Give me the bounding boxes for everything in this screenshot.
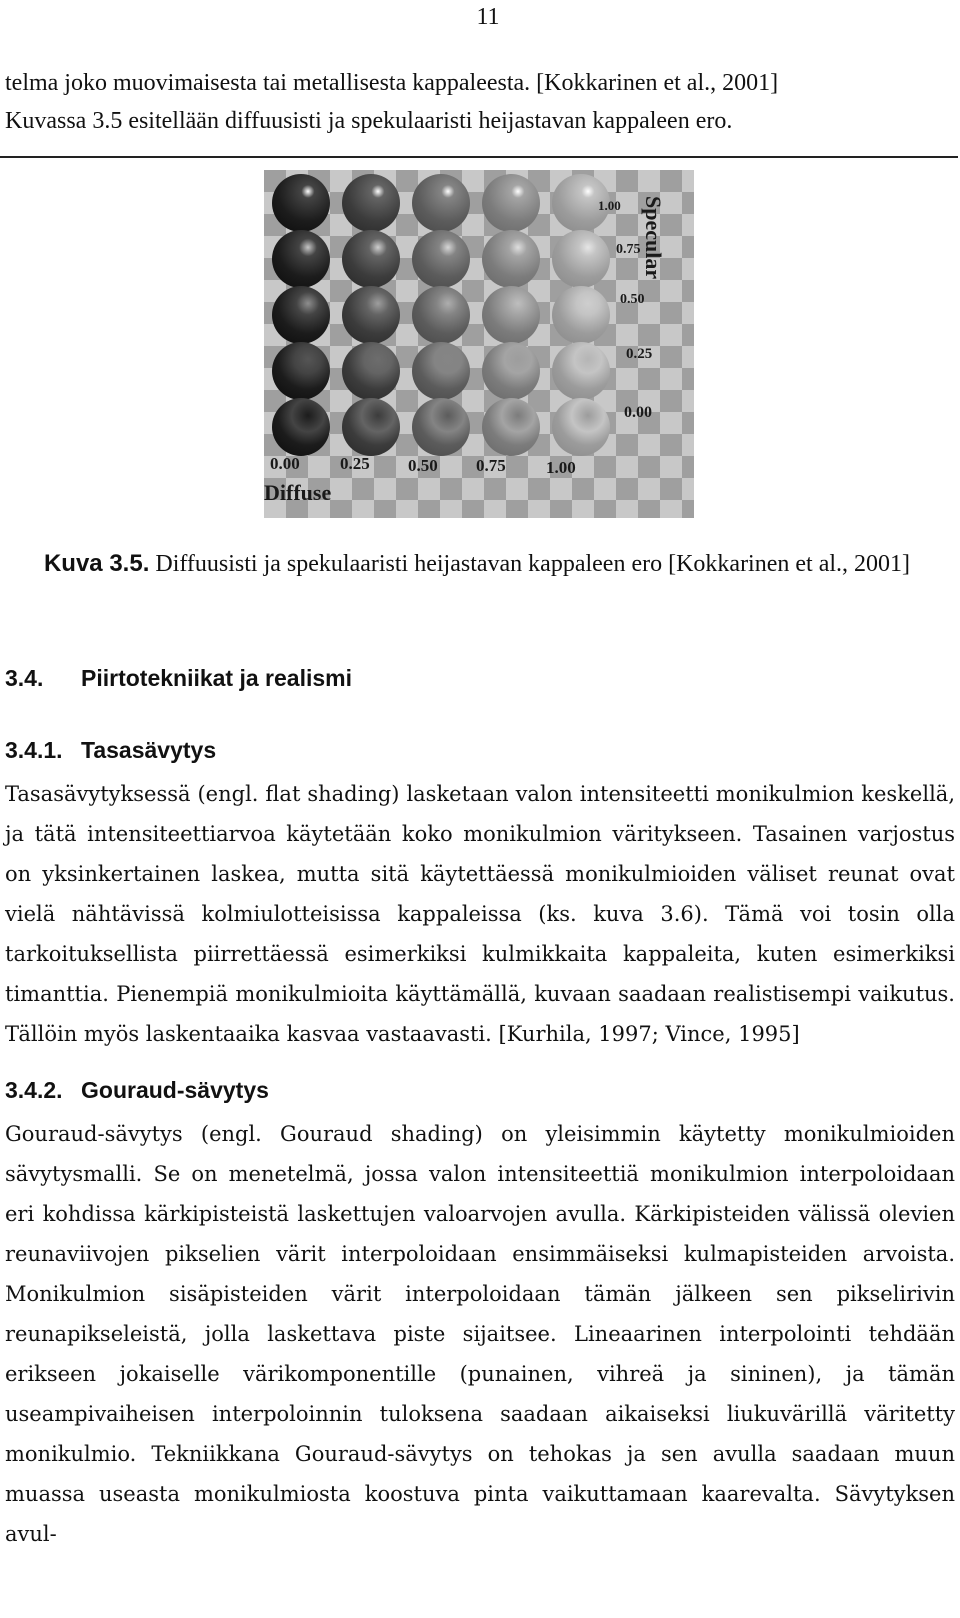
shaded-sphere (412, 398, 470, 456)
shaded-sphere (272, 286, 330, 344)
shaded-sphere (272, 230, 330, 288)
shaded-sphere (482, 342, 540, 400)
subsection-title: Gouraud-sävytys (81, 1077, 269, 1103)
diffuse-tick: 0.00 (270, 454, 300, 473)
diffuse-tick: 0.75 (476, 456, 506, 475)
shaded-sphere (552, 342, 610, 400)
diffuse-axis-title: Diffuse (264, 480, 332, 505)
diffuse-tick: 0.25 (340, 454, 370, 473)
shaded-sphere (412, 342, 470, 400)
specular-tick: 1.00 (598, 198, 621, 213)
body-paragraph: Gouraud-sävytys (engl. Gouraud shading) on yleisimmin käytetty monikulmioiden sävytysmalli. Se on menetelmä, jossa valon intensiteettiä monikulmion interpoloidaan eri kohdissa kärkipisteistä laskettujen valoarvojen avulla. Kärkipisteiden välissä olevien reunaviivojen pikselien värit interpoloidaan ensimmäiseksi kulmapisteiden arvoista. Monikulmion sisäpisteiden värit interpoloidaan tämän jälkeen sen pikselirivin reunapikseleistä, jolla laskettava piste sijaitsee. Lineaarinen interpolointi tehdään erikseen jokaiselle värikomponentille (punainen, vihreä ja sininen), ja tämän useampivaiheisen interpoloinnin tuloksena saadaan aikaiseksi liukuvärillä väritetty monikulmio. Tekniikkana Gouraud-sävytys on tehokas ja sen avulla saadaan muun muassa useasta monikulmiosta koostuva pinta vaikuttamaan kaarevalta. Sävytyksen avul- (5, 1122, 955, 1546)
shaded-sphere (482, 230, 540, 288)
shaded-sphere (412, 174, 470, 232)
body-paragraph: Tasasävytyksessä (engl. flat shading) lasketaan valon intensiteetti monikulmion keskellä, ja tätä intensiteettiarvoa käytetään koko monikulmion väritykseen. Tasainen varjostus on yksinkertainen laskea, mutta sitä käytettäessä monikulmioiden väliset reunat ovat vielä nähtävissä kolmiulotteisissa kappaleissa (ks. kuva 3.6). Tämä voi tosin olla tarkoituksellista piirrettäessä esimerkiksi kulmikkaita kappaleita, kuten esimerkiksi timanttia. Pienempiä monikulmioita käyttämällä, kuvaan saadaan realistisempi vaikutus. Tällöin myös laskentaaika kasvaa vastaavasti. [Kurhila, 1997; Vince, 1995] (5, 782, 955, 1046)
section-heading (5, 662, 955, 694)
specular-tick: 0.50 (620, 292, 645, 307)
subsection-heading (5, 1074, 955, 1106)
subsection-number: 3.4.1. (5, 737, 63, 763)
subsection-number: 3.4.2. (5, 1077, 63, 1103)
shaded-sphere (342, 342, 400, 400)
shaded-sphere (272, 342, 330, 400)
section-number: 3.4. (5, 665, 44, 691)
shaded-sphere (342, 174, 400, 232)
subsection-title: Tasasävytys (81, 737, 217, 763)
diffuse-tick: 1.00 (546, 458, 576, 477)
specular-tick: 0.00 (624, 404, 652, 421)
shaded-sphere (482, 398, 540, 456)
shaded-sphere (342, 286, 400, 344)
horizontal-rule (0, 156, 958, 158)
specular-axis-title: Specular (641, 196, 666, 280)
diffuse-tick: 0.50 (408, 456, 438, 475)
shaded-sphere (482, 286, 540, 344)
section-title: Piirtotekniikat ja realismi (81, 665, 353, 691)
page-number: 11 (476, 4, 500, 30)
shading-figure (264, 170, 694, 518)
intro-line-2: Kuvassa 3.5 esitellään diffuusisti ja spekulaaristi heijastavan kappaleen ero. (5, 108, 733, 134)
caption-label: Kuva 3.5. (43, 550, 150, 577)
shaded-sphere (482, 174, 540, 232)
intro-line-1: telma joko muovimaisesta tai metallisesta kappaleesta. [Kokkarinen et al., 2001] (5, 70, 779, 96)
specular-tick: 0.25 (626, 346, 653, 362)
shaded-sphere (272, 398, 330, 456)
shaded-sphere (552, 230, 610, 288)
shaded-sphere (412, 286, 470, 344)
shaded-sphere (552, 286, 610, 344)
shaded-sphere (412, 230, 470, 288)
figure-caption (12, 544, 942, 584)
shaded-sphere (272, 174, 330, 232)
shaded-sphere (552, 398, 610, 456)
main-content (5, 662, 955, 1574)
shaded-sphere (342, 398, 400, 456)
specular-tick: 0.75 (616, 242, 641, 257)
subsection-heading (5, 734, 955, 766)
shaded-sphere (342, 230, 400, 288)
caption-text: Diffuusisti ja spekulaaristi heijastavan kappaleen ero [Kokkarinen et al., 2001] (155, 551, 911, 577)
intro-text (5, 64, 955, 140)
